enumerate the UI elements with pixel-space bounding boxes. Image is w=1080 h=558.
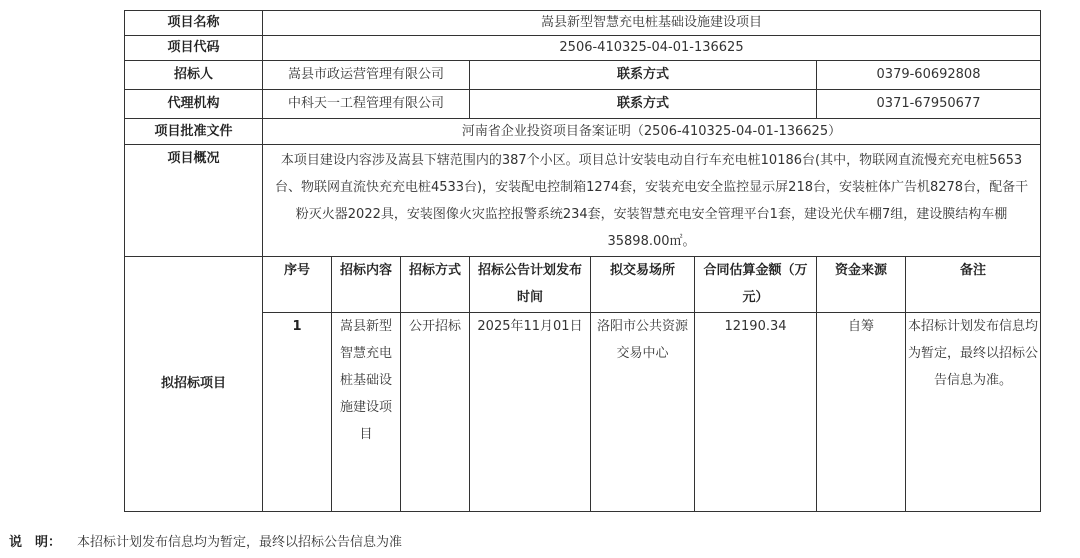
item-content: 嵩县新型智慧充电桩基础设施建设项目: [332, 313, 401, 512]
col-header-date: 招标公告计划发布时间: [470, 257, 591, 313]
tenderer-contact-value: 0379-60692808: [817, 61, 1041, 90]
agency-contact-value: 0371-67950677: [817, 90, 1041, 119]
row-project-name: [125, 11, 1041, 36]
tenderer-contact-label: 联系方式: [470, 61, 817, 90]
table-row: [125, 313, 1041, 512]
row-overview: [125, 145, 1041, 257]
tender-plan-table: [124, 10, 1041, 512]
item-venue: 洛阳市公共资源交易中心: [591, 313, 695, 512]
tenderer-label: 招标人: [125, 61, 263, 90]
overview-value: 本项目建设内容涉及嵩县下辖范围内的387个小区。项目总计安装电动自行车充电桩10186台(其中，物联网直流慢充充电桩5653台、物联网直流快充充电桩4533台)，安装配电控制箱1274套，安装充电安全监控显示屏218台，安装桩体广告机8278台，配备干粉灭火器2022具，安装图像火灾监控报警系统234套，安装智慧充电安全管理平台1套，建设光伏车棚7组，建设膜结构车棚35898.00㎡。: [263, 145, 1041, 257]
footnote: [9, 532, 402, 554]
item-remark: 本招标计划发布信息均为暂定，最终以招标公告信息为准。: [906, 313, 1041, 512]
footnote-label: 说 明：: [9, 535, 62, 550]
col-header-no: 序号: [263, 257, 332, 313]
item-no: 1: [263, 313, 332, 512]
planned-header-row: [125, 257, 1041, 313]
item-amount: 12190.34: [695, 313, 817, 512]
col-header-content: 招标内容: [332, 257, 401, 313]
row-project-code: [125, 36, 1041, 61]
col-header-fund: 资金来源: [817, 257, 906, 313]
row-approval: [125, 119, 1041, 145]
row-tenderer: [125, 61, 1041, 90]
item-fund: 自筹: [817, 313, 906, 512]
col-header-method: 招标方式: [401, 257, 470, 313]
approval-label: 项目批准文件: [125, 119, 263, 145]
agency-contact-label: 联系方式: [470, 90, 817, 119]
planned-label: 拟招标项目: [125, 257, 263, 512]
tenderer-value: 嵩县市政运营管理有限公司: [263, 61, 470, 90]
footnote-text: 本招标计划发布信息均为暂定，最终以招标公告信息为准: [77, 535, 403, 550]
project-name-value: 嵩县新型智慧充电桩基础设施建设项目: [263, 11, 1041, 36]
col-header-venue: 拟交易场所: [591, 257, 695, 313]
project-code-label: 项目代码: [125, 36, 263, 61]
agency-value: 中科天一工程管理有限公司: [263, 90, 470, 119]
col-header-remark: 备注: [906, 257, 1041, 313]
project-name-label: 项目名称: [125, 11, 263, 36]
row-agency: [125, 90, 1041, 119]
project-code-value: 2506-410325-04-01-136625: [263, 36, 1041, 61]
overview-label: 项目概况: [125, 145, 263, 257]
item-date: 2025年11月01日: [470, 313, 591, 512]
item-method: 公开招标: [401, 313, 470, 512]
approval-value: 河南省企业投资项目备案证明（2506-410325-04-01-136625）: [263, 119, 1041, 145]
agency-label: 代理机构: [125, 90, 263, 119]
col-header-amount: 合同估算金额（万元）: [695, 257, 817, 313]
